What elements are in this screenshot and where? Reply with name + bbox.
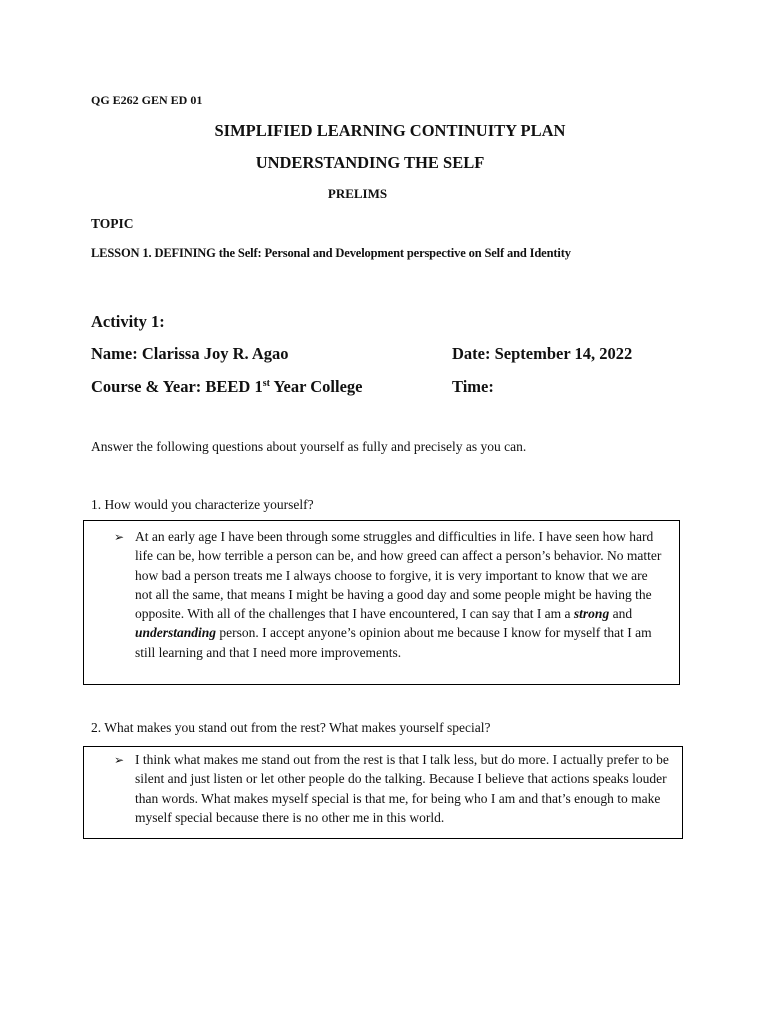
arrow-bullet-icon: ➢ <box>114 530 125 544</box>
instructions: Answer the following questions about yourself as fully and precisely as you can. <box>91 439 527 454</box>
plan-title: SIMPLIFIED LEARNING CONTINUITY PLAN <box>214 121 566 140</box>
lesson-title: LESSON 1. DEFINING the Self: Personal and Development perspective on Self and Identity <box>91 246 571 260</box>
document-code: QG E262 GEN ED 01 <box>91 93 203 107</box>
time-field: Time: <box>452 377 494 396</box>
student-name: Name: Clarissa Joy R. Agao <box>91 344 289 363</box>
subject-title: UNDERSTANDING THE SELF <box>255 153 485 172</box>
question-2: 2. What makes you stand out from the rest? What makes yourself special? <box>91 720 491 735</box>
emphasis-strong: strong <box>573 606 610 622</box>
ordinal-suffix: st <box>262 378 270 389</box>
name-date-row <box>91 344 691 364</box>
answer-box-1 <box>83 520 680 685</box>
date-field: Date: September 14, 2022 <box>452 344 633 363</box>
answer-2-text: I think what makes me stand out from the rest is that I talk less, but do more. I actually prefer to be silent and just listen or let other people do the talking. Because I believe that actions speaks louder than words. What makes myself special is that me, for being who I am and that’s enough to make myself special because there is no other me in this world. <box>135 752 669 825</box>
course-year: Course & Year: BEED 1st Year College <box>91 377 363 396</box>
term-label: PRELIMS <box>327 186 388 201</box>
emphasis-understanding: understanding <box>135 625 217 641</box>
question-1: 1. How would you characterize yourself? <box>91 497 314 512</box>
answer-box-2 <box>83 746 683 839</box>
topic-label: TOPIC <box>91 216 134 231</box>
activity-title: Activity 1: <box>91 312 165 331</box>
arrow-bullet-icon: ➢ <box>114 753 125 767</box>
course-time-row <box>91 377 691 397</box>
answer-1-text: At an early age I have been through some struggles and difficulties in life. I have seen how hard life can be, how terrible a person can be, and how greed can affect a person’s behavior. No matter how bad a person treats me I always choose to forgive, it is very important to know that we are not all the same, that means I might be having a good day and some people might be having the opposite. With all of the challenges that I have encountered, I can say that I am a strong and understanding person. I accept anyone’s opinion about me because I know for myself that I am still learning and that I need more improvements. <box>135 529 662 660</box>
